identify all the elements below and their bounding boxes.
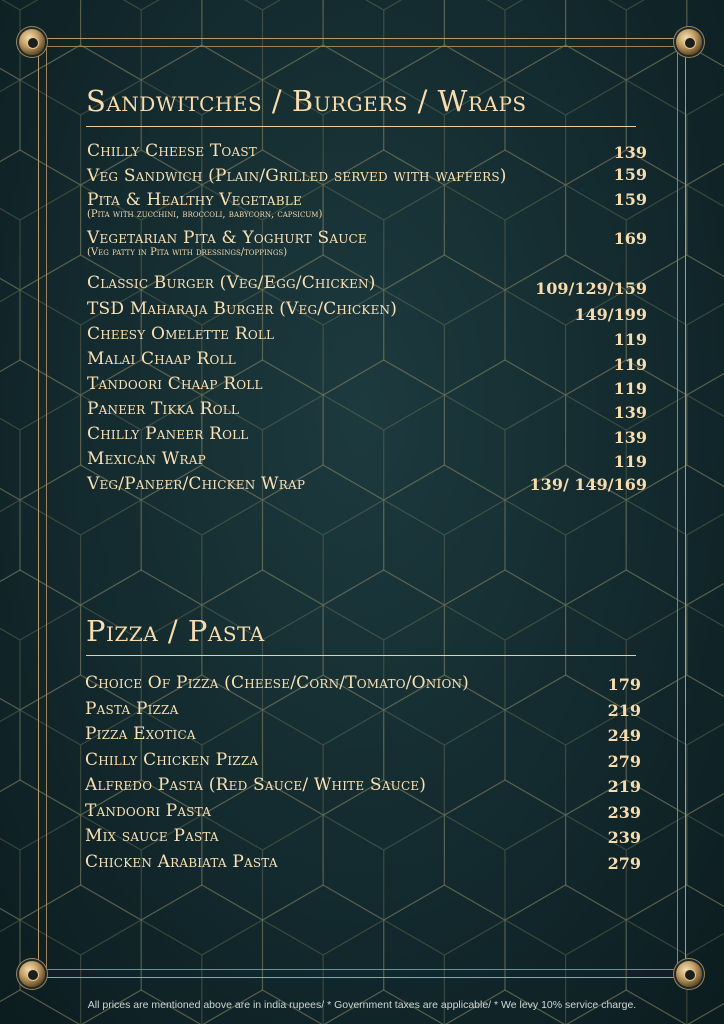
item-price: 279	[607, 751, 641, 771]
item-price: 139/ 149/169	[529, 475, 647, 494]
item-name: Pita & Healthy Vegetable	[87, 190, 302, 210]
menu-list-sandwiches	[87, 141, 647, 499]
item-price: 139	[613, 428, 647, 447]
menu-item	[87, 273, 647, 299]
item-price: 119	[613, 355, 647, 374]
item-price: 249	[607, 726, 641, 745]
menu-item	[85, 775, 641, 801]
hexagon-pattern-cell	[0, 255, 20, 395]
item-description: (Veg patty in Pita with dressings/toppings)	[87, 247, 288, 258]
item-price: 219	[607, 777, 641, 796]
item-name: Chicken Arabiata Pasta	[85, 851, 278, 872]
item-price: 119	[613, 379, 647, 398]
item-price: 159	[613, 165, 647, 184]
item-name: Tandoori Pasta	[85, 800, 212, 821]
hexagon-pattern-cell	[0, 675, 20, 815]
menu-item	[85, 750, 641, 776]
item-name: Paneer Tikka Roll	[87, 399, 240, 419]
item-price: 159	[613, 190, 647, 209]
menu-item	[85, 852, 641, 878]
section-divider	[86, 126, 636, 127]
menu-item	[87, 228, 647, 273]
item-name: Classic Burger (Veg/Egg/Chicken)	[87, 273, 376, 293]
menu-item	[85, 801, 641, 827]
corner-ornament-icon	[19, 961, 45, 987]
menu-item	[87, 474, 647, 499]
menu-item	[87, 374, 647, 399]
hexagon-pattern-cell	[0, 465, 20, 605]
item-price: 179	[607, 675, 641, 694]
hexagon-pattern-cell	[687, 780, 724, 920]
item-name: Choice Of Pizza (Cheese/Corn/Tomato/Onion)	[85, 673, 470, 693]
item-price: 239	[607, 828, 641, 847]
footer-note: All prices are mentioned above are in india rupees/ * Government taxes are applicable/ * We levy 10% service charge.	[87, 999, 637, 1011]
item-name: Pizza Exotica	[85, 724, 196, 744]
menu-item	[87, 324, 647, 349]
corner-ornament-icon	[19, 29, 45, 55]
menu-item	[87, 190, 647, 228]
item-price: 119	[613, 330, 647, 349]
item-price: 139	[613, 403, 647, 422]
item-name: Chilly Paneer Roll	[87, 424, 249, 444]
item-name: Chilly Chicken Pizza	[85, 749, 259, 770]
menu-item	[87, 141, 647, 166]
item-price: 279	[607, 853, 641, 873]
item-price: 109/129/159	[535, 279, 647, 298]
item-name: Veg Sandwich (Plain/Grilled served with waffers)	[87, 166, 507, 186]
item-name: Cheesy Omelette Roll	[87, 324, 275, 344]
item-name: Alfredo Pasta (Red Sauce/ White Sauce)	[85, 775, 427, 795]
item-price: 219	[607, 700, 641, 720]
item-name: Malai Chaap Roll	[87, 349, 236, 369]
menu-item	[87, 424, 647, 449]
section-title-pizza: Pizza / Pasta	[86, 614, 265, 648]
item-price: 239	[607, 802, 641, 822]
item-name: Veg/Paneer/Chicken Wrap	[87, 474, 306, 494]
hexagon-pattern-cell	[687, 360, 724, 500]
item-name: Mix sauce Pasta	[85, 826, 219, 846]
section-divider	[86, 655, 636, 656]
item-name: Mexican Wrap	[87, 449, 206, 469]
item-name: Pasta Pizza	[85, 698, 179, 719]
item-name: Chilly Cheese Toast	[87, 141, 257, 161]
hexagon-pattern-cell	[687, 150, 724, 290]
menu-item	[87, 299, 647, 324]
menu-item	[85, 699, 641, 725]
item-name: Tandoori Chaap Roll	[87, 374, 263, 394]
menu-item	[85, 673, 641, 699]
hexagon-pattern-cell	[0, 45, 20, 185]
corner-ornament-icon	[676, 961, 702, 987]
menu-item	[85, 724, 641, 750]
item-price: 169	[613, 229, 647, 248]
item-price: 149/199	[574, 305, 647, 324]
menu-item	[87, 449, 647, 474]
hexagon-pattern-cell	[687, 570, 724, 710]
menu-item	[87, 399, 647, 424]
item-price: 119	[613, 452, 647, 471]
item-name: Vegetarian Pita & Yoghurt Sauce	[87, 228, 367, 248]
corner-ornament-icon	[676, 29, 702, 55]
item-price: 139	[613, 143, 647, 162]
item-name: TSD Maharaja Burger (Veg/Chicken)	[87, 299, 398, 319]
menu-item	[87, 349, 647, 374]
menu-list-pizza	[85, 673, 641, 877]
item-description: (Pita with zucchini, broccoli, babycorn, capsicum)	[87, 209, 323, 220]
menu-item	[85, 826, 641, 852]
menu-item	[87, 166, 647, 190]
section-title-sandwiches: Sandwitches / Burgers / Wraps	[86, 84, 527, 118]
